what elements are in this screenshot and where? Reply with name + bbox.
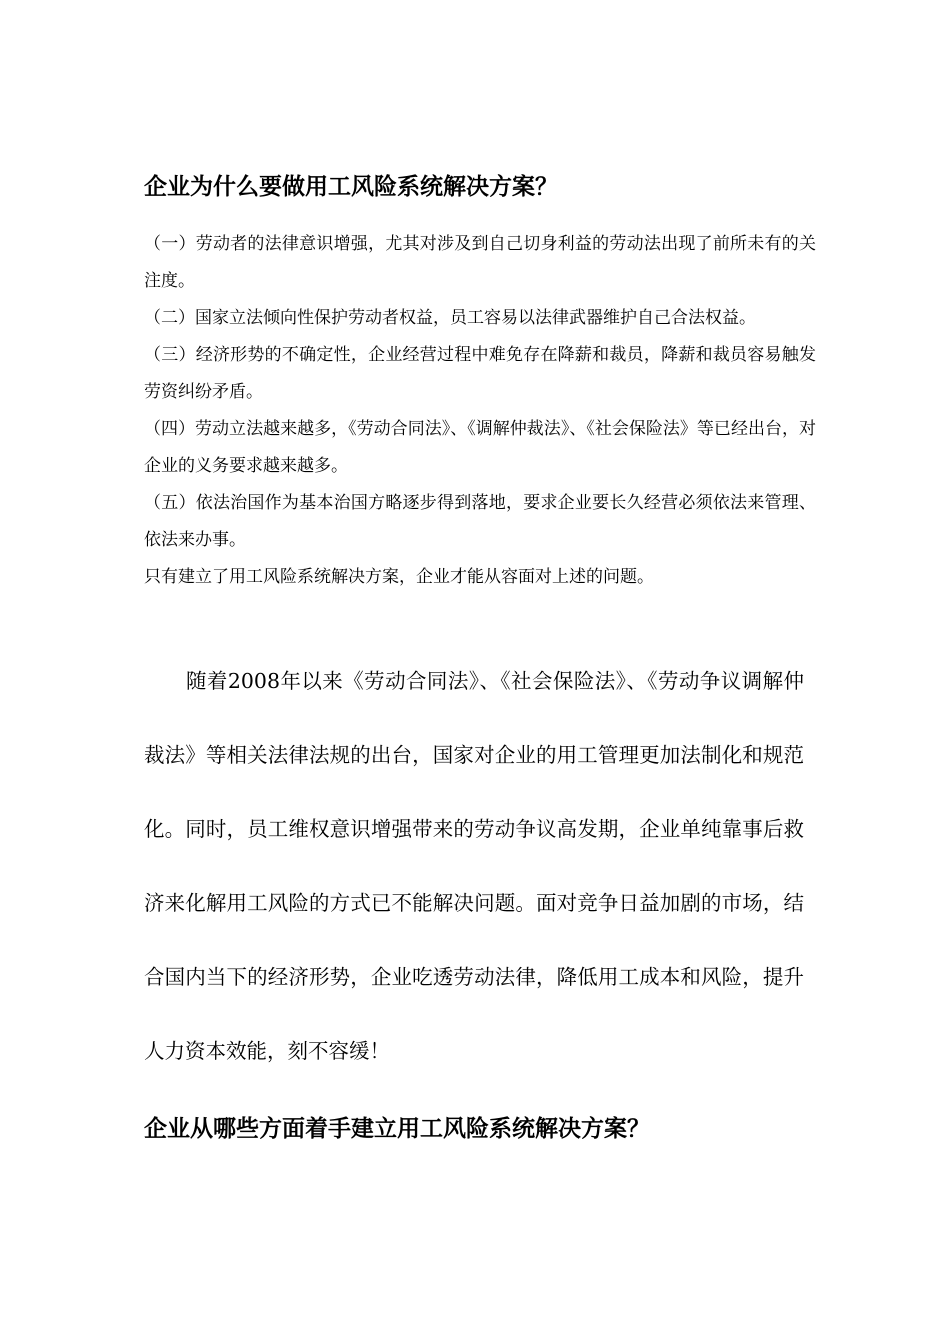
section-heading-how: 企业从哪些方面着手建立用工风险系统解决方案？ bbox=[144, 1116, 650, 1142]
reason-item-3: （三）经济形势的不确定性，企业经营过程中难免存在降薪和裁员，降薪和裁员容易触发劳资纠纷矛盾。 bbox=[144, 345, 816, 402]
reason-item-4: （四）劳动立法越来越多，《劳动合同法》、《调解仲裁法》、《社会保险法》等已经出台，对企业的义务要求越来越多。 bbox=[144, 419, 816, 476]
reason-item-2: （二）国家立法倾向性保护劳动者权益，员工容易以法律武器维护自己合法权益。 bbox=[144, 308, 756, 328]
reasons-conclusion: 只有建立了用工风险系统解决方案，企业才能从容面对上述的问题。 bbox=[144, 567, 654, 587]
section-heading-why: 企业为什么要做用工风险系统解决方案？ bbox=[144, 174, 558, 200]
body-paragraph: 随着2008年以来《劳动合同法》、《社会保险法》、《劳动争议调解仲裁法》等相关法律法规的出台，国家对企业的用工管理更加法制化和规范化。同时，员工维权意识增强带来的劳动争议高发期，企业单纯靠事后救济来化解用工风险的方式已不能解决问题。面对竞争日益加剧的市场，结合国内当下的经济形势，企业吃透劳动法律，降低用工成本和风险，提升人力资本效能，刻不容缓！ bbox=[144, 669, 804, 1063]
reason-item-5: （五）依法治国作为基本治国方略逐步得到落地，要求企业要长久经营必须依法来管理、依法来办事。 bbox=[144, 493, 816, 550]
reasons-list bbox=[144, 226, 816, 596]
reason-item-1: （一）劳动者的法律意识增强，尤其对涉及到自己切身利益的劳动法出现了前所未有的关注度。 bbox=[144, 234, 816, 291]
